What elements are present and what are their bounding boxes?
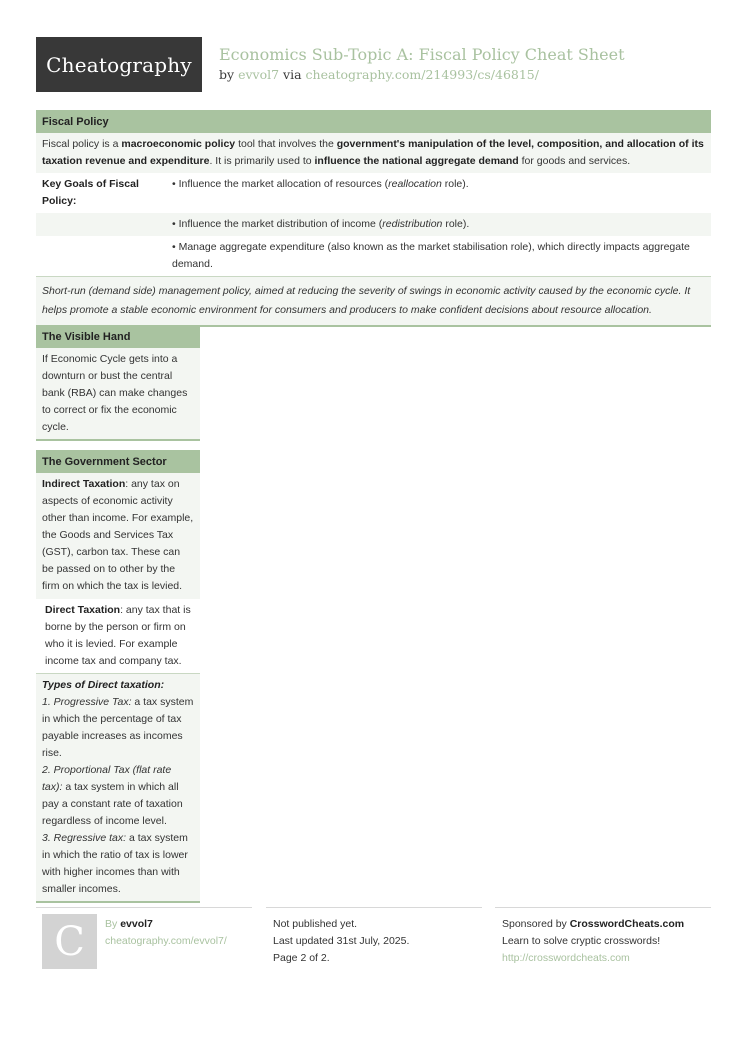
fiscal-policy-summary: Short-run (demand side) management policy, aimed at reducing the severity of swings in economic activity caused by the economic cycle. It helps promote a stable economic environment for consumers and producers to make confident decisions about resource allocation. bbox=[36, 276, 711, 325]
footer-author bbox=[36, 907, 252, 950]
text-run: role). bbox=[442, 218, 470, 230]
sponsor-tagline: Learn to solve cryptic crosswords! bbox=[502, 935, 661, 947]
footer-author-name[interactable]: evvol7 bbox=[120, 918, 153, 930]
text-run: . It is primarily used to bbox=[209, 155, 315, 167]
text-run: • Manage aggregate expenditure (also known as the market stabilisation role), which directly impacts aggregate demand. bbox=[172, 241, 690, 270]
logo-text: Cheatography bbox=[46, 52, 192, 77]
text-run: : any tax that is borne by the person or firm on who it is levied. For example income tax and company tax. bbox=[45, 604, 191, 667]
last-updated: Last updated 31st July, 2025. bbox=[273, 935, 410, 947]
footer-by: By bbox=[105, 918, 118, 930]
sponsor-name[interactable]: CrosswordCheats.com bbox=[569, 918, 685, 930]
section-heading: Fiscal Policy bbox=[36, 110, 711, 133]
text-run: • Influence the market allocation of resources ( bbox=[172, 178, 389, 190]
section-heading: The Government Sector bbox=[36, 450, 200, 473]
text-run: redistribution bbox=[382, 218, 443, 230]
text-run: : any tax on aspects of economic activity other than income. For example, the Goods and Services Tax (GST), carbon tax. These can be passed on to other by the firm on which the tax is levied. bbox=[42, 478, 194, 592]
text-run: Direct Taxation bbox=[45, 604, 121, 616]
fiscal-policy-section bbox=[36, 110, 711, 327]
text-run: Types of Direct taxation: bbox=[42, 679, 165, 691]
direct-taxation-types bbox=[36, 673, 200, 901]
byline-by: by bbox=[219, 67, 235, 82]
text-run: for goods and services. bbox=[518, 155, 631, 167]
sponsor-url-link[interactable]: http://crosswordcheats.com bbox=[502, 952, 630, 964]
text-run: 2. Proportional Tax (flat rate tax): bbox=[42, 764, 172, 793]
cheatography-logo[interactable] bbox=[36, 37, 202, 92]
author-link[interactable]: evvol7 bbox=[238, 67, 280, 82]
text-run: tool that involves the bbox=[235, 138, 337, 150]
sheet-url-link[interactable]: cheatography.com/214993/cs/46815/ bbox=[305, 67, 539, 82]
goal-item bbox=[172, 176, 705, 210]
avatar-letter: C bbox=[54, 918, 85, 965]
visible-hand-section bbox=[36, 325, 200, 441]
footer-status bbox=[266, 907, 482, 967]
text-run: government's manipulation of the level, composition, and allocation of its taxation revenue and expenditure bbox=[42, 138, 704, 167]
text-run: a tax system in which all pay a constant rate of taxation regardless of income level. bbox=[42, 781, 183, 827]
byline-via: via bbox=[283, 67, 302, 82]
byline bbox=[219, 67, 539, 82]
government-sector-section bbox=[36, 450, 200, 903]
text-run: 3. Regressive tax: bbox=[42, 832, 127, 844]
text-run: Indirect Taxation bbox=[42, 478, 126, 490]
section-heading: The Visible Hand bbox=[36, 325, 200, 348]
goal-item bbox=[172, 239, 705, 273]
goal-item bbox=[172, 216, 705, 233]
text-run: a tax system in which the ratio of tax is lower with higher incomes than with smaller incomes. bbox=[42, 832, 188, 895]
text-run: Fiscal policy is a bbox=[42, 138, 122, 150]
text-run: macroeconomic policy bbox=[121, 138, 236, 150]
text-run: role). bbox=[441, 178, 469, 190]
page-number: Page 2 of 2. bbox=[273, 952, 330, 964]
footer-sponsor bbox=[495, 907, 711, 967]
text-run: 1. Progressive Tax: bbox=[42, 696, 132, 708]
text-run: • Influence the market distribution of income ( bbox=[172, 218, 383, 230]
goal-row-2 bbox=[36, 213, 711, 236]
visible-hand-text: If Economic Cycle gets into a downturn or bust the central bank (RBA) can make changes to correct or fix the economic cycle. bbox=[36, 348, 200, 439]
text-run: influence the national aggregate demand bbox=[314, 155, 519, 167]
text-run: reallocation bbox=[388, 178, 442, 190]
sponsor-prefix: Sponsored by bbox=[502, 918, 567, 930]
footer-author-url[interactable]: cheatography.com/evvol7/ bbox=[105, 935, 227, 947]
text-run: a tax system in which the percentage of tax payable increases as incomes rise. bbox=[42, 696, 194, 759]
direct-taxation-text bbox=[36, 599, 200, 673]
fiscal-policy-intro bbox=[36, 133, 711, 173]
page-title: Economics Sub-Topic A: Fiscal Policy Cheat Sheet bbox=[219, 45, 625, 64]
published-status: Not published yet. bbox=[273, 918, 358, 930]
indirect-taxation-text bbox=[36, 473, 200, 599]
goal-row-3 bbox=[36, 236, 711, 276]
goals-label: Key Goals of Fiscal Policy: bbox=[42, 178, 139, 207]
goal-row-1 bbox=[36, 173, 711, 213]
